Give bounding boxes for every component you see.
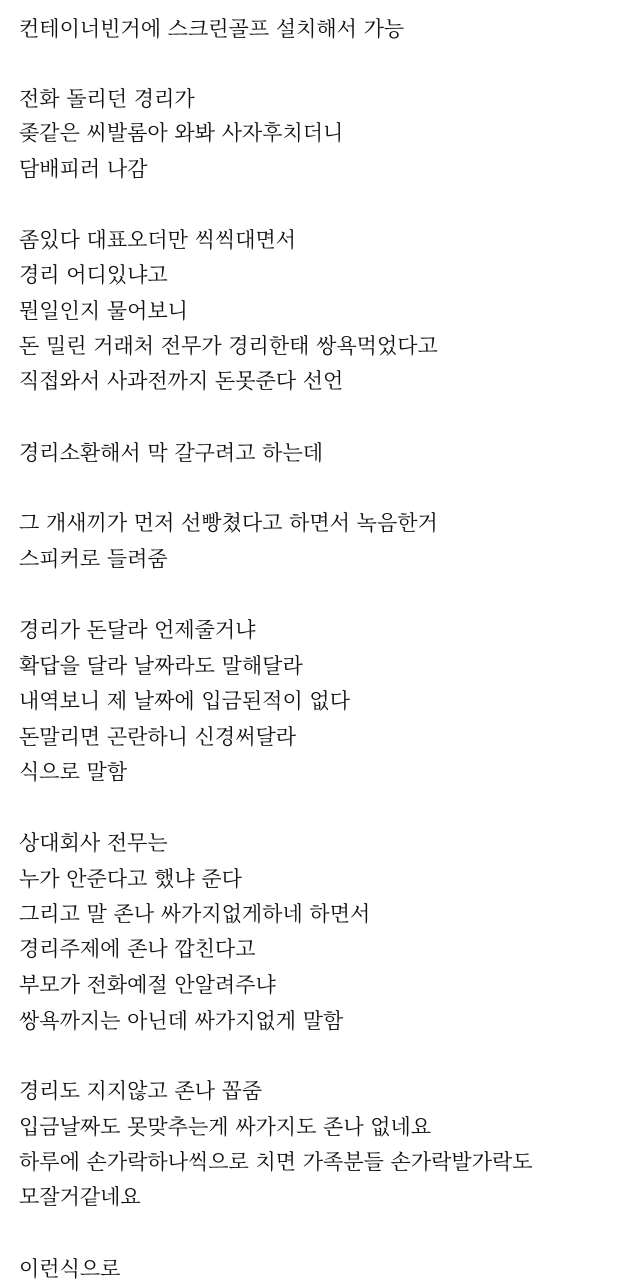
text-line: 경리 어디있냐고 — [19, 263, 168, 287]
text-line: 그 개새끼가 먼저 선빵쳤다고 하면서 녹음한거 — [19, 511, 438, 535]
text-line: 모잘거같네요 — [19, 1185, 141, 1209]
text-line: 그리고 말 존나 싸가지없게하네 하면서 — [19, 902, 371, 926]
text-line: 직접와서 사과전까지 돈못준다 선언 — [19, 369, 344, 393]
text-line: 경리도 지지않고 존나 꼽줌 — [19, 1079, 263, 1103]
text-line: 쌍욕까지는 아닌데 싸가지없게 말함 — [19, 1009, 344, 1033]
text-line: 스피커로 들려줌 — [19, 547, 168, 571]
text-line: 경리주제에 존나 깝친다고 — [19, 937, 256, 961]
text-line: 돈말리면 곤란하니 신경써달라 — [19, 725, 297, 749]
text-line: 식으로 말함 — [19, 760, 128, 784]
text-line: 뭔일인지 물어보니 — [19, 299, 188, 323]
text-line: 하루에 손가락하나씩으로 치면 가족분들 손가락발가락도 — [19, 1150, 533, 1174]
text-line: 돈 밀린 거래처 전무가 경리한태 쌍욕먹었다고 — [19, 334, 438, 358]
text-line: 확답을 달라 날짜라도 말해달라 — [19, 654, 303, 678]
text-line-cut-bottom: 이런식으로 — [19, 1257, 121, 1280]
text-line: 경리소환해서 막 갈구려고 하는데 — [19, 441, 324, 465]
text-line: 입금날짜도 못맞추는게 싸가지도 존나 없네요 — [19, 1115, 432, 1139]
text-line: 담배피러 나감 — [19, 157, 148, 181]
text-line: 전화 돌리던 경리가 — [19, 87, 195, 111]
text-line: 부모가 전화예절 안알려주냐 — [19, 973, 276, 997]
text-line: 컨테이너빈거에 스크린골프 설치해서 가능 — [19, 17, 405, 41]
text-line: 경리가 돈달라 언제줄거냐 — [19, 618, 256, 642]
text-line: 누가 안준다고 했냐 준다 — [19, 867, 242, 891]
text-line: 좀있다 대표오더만 씩씩대면서 — [19, 228, 297, 252]
text-line: 상대회사 전무는 — [19, 831, 168, 855]
text-line: 좆같은 씨발롬아 와봐 사자후치더니 — [19, 121, 344, 145]
text-line: 내역보니 제 날짜에 입금된적이 없다 — [19, 689, 350, 713]
